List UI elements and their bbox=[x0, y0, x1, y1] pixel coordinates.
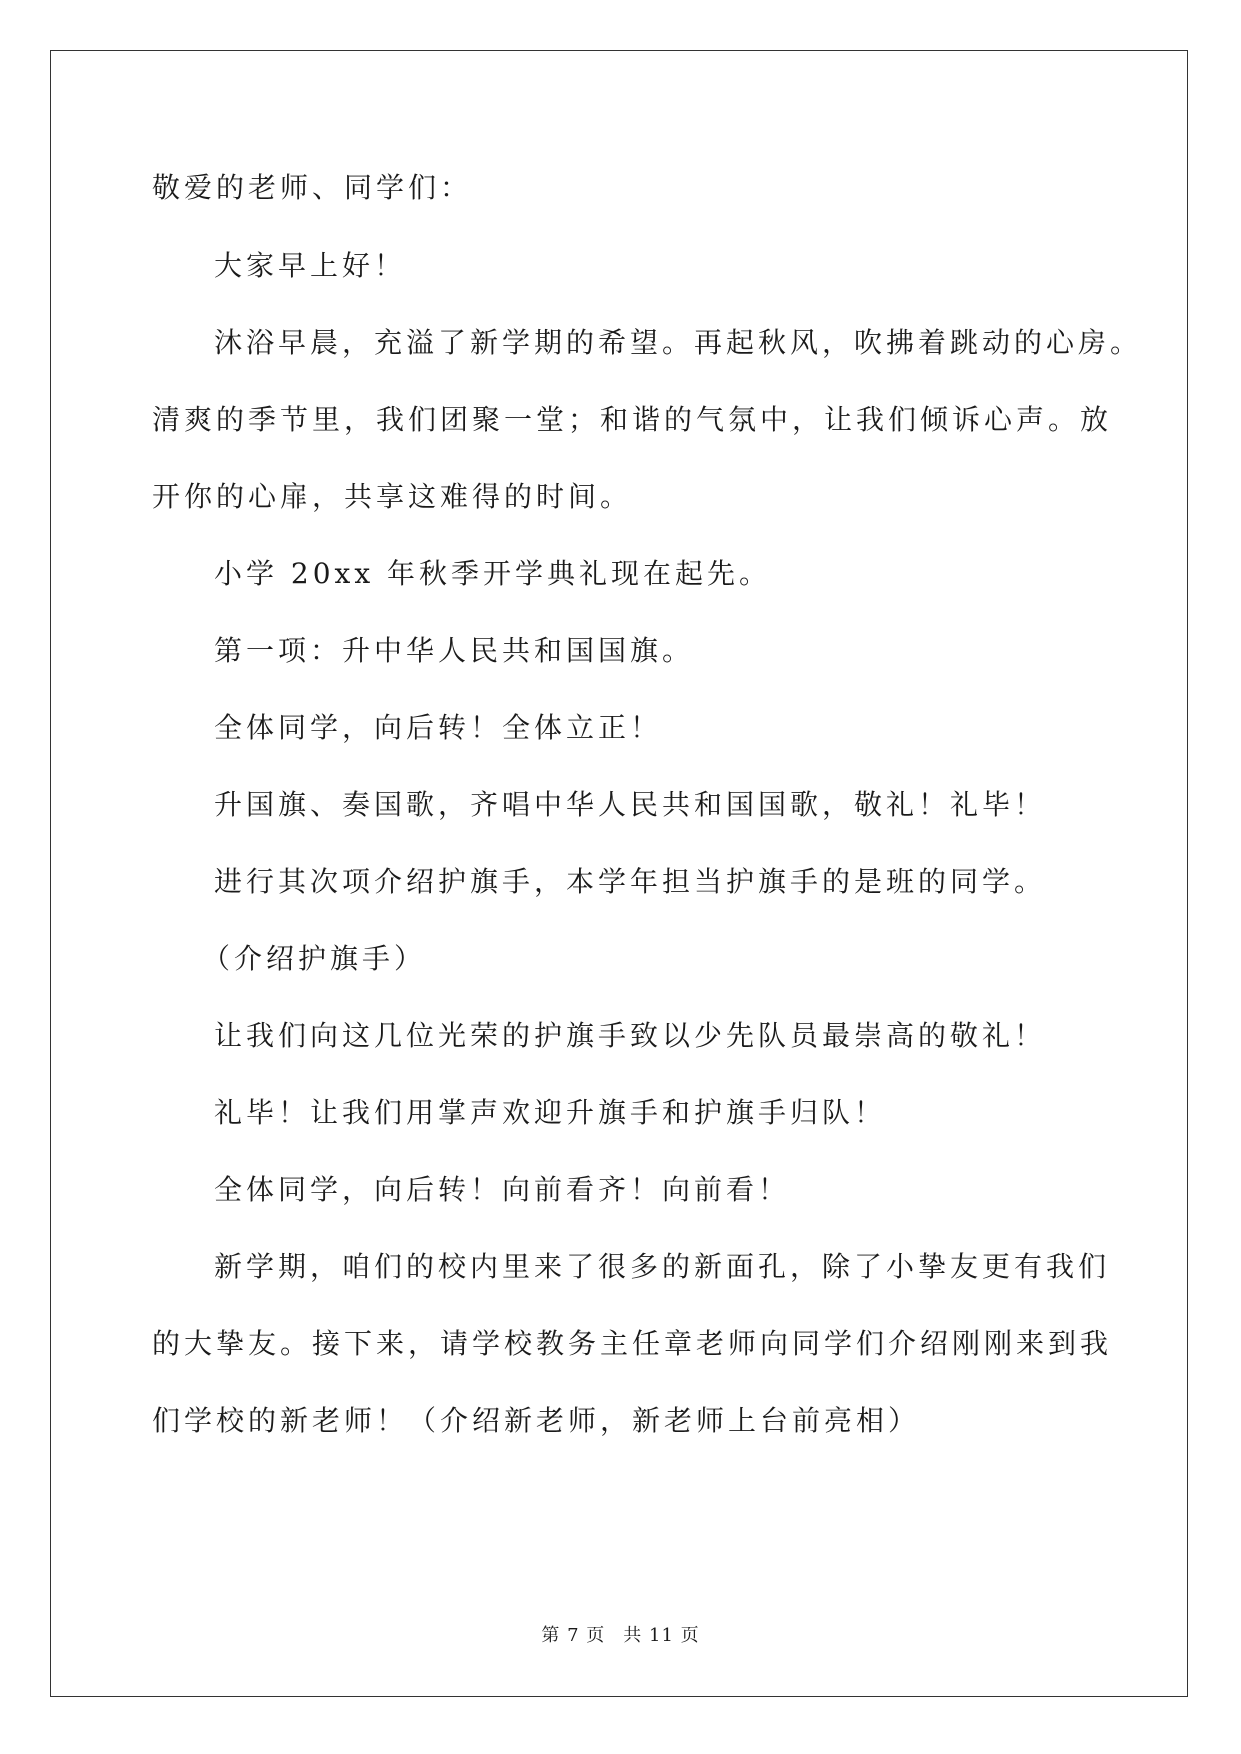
salutation-line: 敬爱的老师、同学们： bbox=[152, 171, 473, 204]
paragraph-line: 进行其次项介绍护旗手，本学年担当护旗手的是班的同学。 bbox=[214, 865, 1047, 898]
paragraph-line: 礼毕！让我们用掌声欢迎升旗手和护旗手归队！ bbox=[214, 1096, 887, 1129]
greeting-line: 大家早上好！ bbox=[214, 249, 407, 282]
paragraph-line: 全体同学，向后转！向前看齐！向前看！ bbox=[214, 1173, 791, 1206]
paragraph-line: 的大挚友。接下来，请学校教务主任章老师向同学们介绍刚刚来到我 bbox=[152, 1327, 1113, 1360]
paragraph-line: 们学校的新老师！（介绍新老师，新老师上台前亮相） bbox=[152, 1404, 921, 1437]
page-footer bbox=[0, 1624, 1241, 1648]
paragraph-line: 第一项：升中华人民共和国国旗。 bbox=[214, 634, 695, 667]
paragraph-line: 沐浴早晨，充溢了新学期的希望。再起秋风，吹拂着跳动的心房。 bbox=[214, 326, 1143, 359]
page-number: 第 7 页 bbox=[541, 1625, 606, 1646]
paragraph-line: 开你的心扉，共享这难得的时间。 bbox=[152, 480, 633, 513]
paragraph-line: （介绍护旗手） bbox=[202, 942, 427, 975]
paragraph-line: 升国旗、奏国歌，齐唱中华人民共和国国歌，敬礼！礼毕！ bbox=[214, 788, 1047, 821]
page-total: 共 11 页 bbox=[623, 1625, 700, 1646]
paragraph-line: 小学 20xx 年秋季开学典礼现在起先。 bbox=[214, 557, 772, 590]
paragraph-line: 新学期，咱们的校内里来了很多的新面孔，除了小挚友更有我们 bbox=[214, 1250, 1111, 1283]
paragraph-line: 清爽的季节里，我们团聚一堂；和谐的气氛中，让我们倾诉心声。放 bbox=[152, 403, 1113, 436]
paragraph-line: 全体同学，向后转！全体立正！ bbox=[214, 711, 663, 744]
paragraph-line: 让我们向这几位光荣的护旗手致以少先队员最崇高的敬礼！ bbox=[214, 1019, 1047, 1052]
